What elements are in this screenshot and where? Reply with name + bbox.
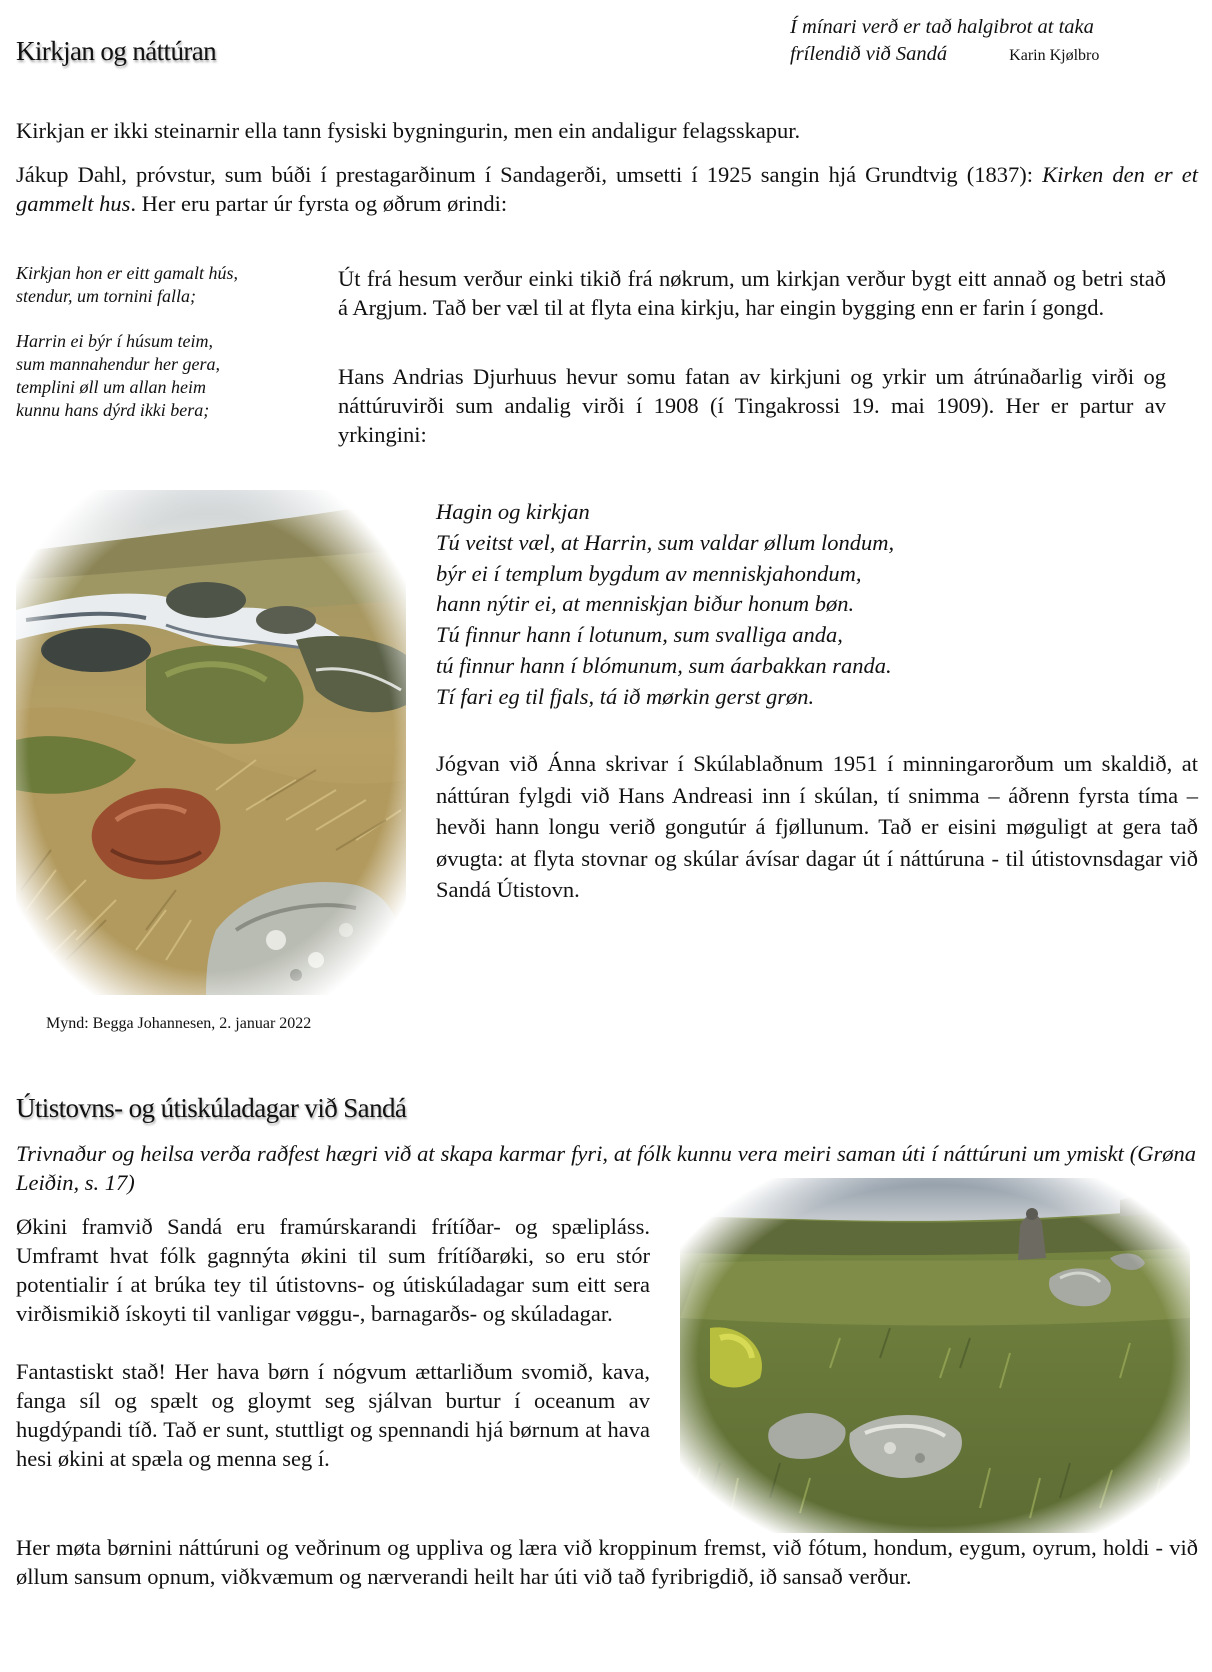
poem-line: Tí fari eg til fjals, tá ið mørkin gerst grøn.	[436, 683, 815, 709]
page-title: Kirkjan og náttúran	[16, 36, 217, 66]
poem-hagin-og-kirkjan	[436, 497, 1196, 713]
header-quote	[790, 14, 1190, 69]
side-poem-stanza-2: Harrin ei býr í húsum teim, sum mannahendur her gera, templini øll um allan heim kunnu hans dýrd ikki bera;	[16, 331, 220, 420]
header-quote-line-1: Í mínari verð er tað halgibrot at taka	[790, 16, 1094, 38]
song-title: Kirken den er et gammelt hus	[16, 162, 1198, 216]
section-paragraph-1: Økini framvið Sandá eru framúrskarandi frítíðar- og spælipláss. Umframt hvat fólk gagnnýta økini til sum frítíðarøki, so eru stór potentialir í at brúka tey til útistovns- og útiskúladagar sum eitt sera virðismikið ískoyti til vanligar vøggu-, barnagarðs- og skúladagar.	[16, 1214, 650, 1326]
jogvan-paragraph: Jógvan við Ánna skrivar í Skúlablaðnum 1951 í minningarorðum um skaldið, at náttúran fylgdi við Hans Andreasi inn í skúlan, tí snimma – áðrenn fyrsta tíma – hevði hann longu verið gongutúr á fjøllunum. Tað er eisini møguligt at gera tað øvugta: at flyta stovnar og skúlar ávísar dagar út í náttúruna - til útistovnsdagar við Sandá Útistovn.	[436, 751, 1198, 902]
river-photo	[16, 490, 406, 995]
quote-author: Karin Kjølbro	[1009, 47, 1100, 64]
poem-line: tú finnur hann í blómunum, sum áarbakkan randa.	[436, 652, 892, 678]
header-quote-line-2: frílendið við Sandá Karin Kjølbro	[790, 43, 1100, 65]
section-paragraph-3: Her møta børnini náttúruni og veðrinum og uppliva og læra við kroppinum fremst, við fótum, hondum, eygum, oyrum, holdi - við øllum sansum opnum, viðkvæmum og nærverandi heilt har úti við tað fyribrigdið, ið sansað verður.	[16, 1535, 1198, 1589]
poem-line: hann nýtir ei, at menniskjan biður honum bøn.	[436, 591, 855, 617]
poem-line: Tú veitst væl, at Harrin, sum valdar øllum londum,	[436, 529, 895, 555]
section-paragraph-2: Fantastiskt stað! Her hava børn í nógvum ættarliðum svomið, kava, fanga síl og spælt og gloymt seg sjálvan burtur í oceanum av hugdýpandi tíð. Tað er sunt, stuttligt og spennandi hjá børnum at hava hesi økini at spæla og menna seg í.	[16, 1359, 650, 1471]
section-quote: Trivnaður og heilsa verða raðfest hægri við at skapa karmar fyri, at fólk kunnu vera meiri saman úti í náttúruni um ymiskt (Grøna Leiðin, s. 17)	[16, 1141, 1196, 1195]
photo-caption: Mynd: Begga Johannesen, 2. januar 2022	[46, 1015, 312, 1032]
poem-line: býr ei í templum bygdum av menniskjahondum,	[436, 560, 862, 586]
section-title: Útistovns- og útiskúladagar við Sandá	[16, 1093, 407, 1123]
intro-paragraph-1: Kirkjan er ikki steinarnir ella tann fysiski bygningurin, men ein andaligur felagsskapur.	[16, 118, 801, 143]
poem-line: Tú finnur hann í lotunum, sum svalliga anda,	[436, 622, 843, 648]
landscape-photo	[680, 1178, 1190, 1533]
side-poem-stanza-1: Kirkjan hon er eitt gamalt hús, stendur, um tornini falla;	[16, 263, 238, 306]
main-paragraph-2: Hans Andrias Djurhuus hevur somu fatan av kirkjuni og yrkir um átrúnaðarlig virði og náttúruvirði sum andalig virði í 1908 (í Tingakrossi 19. mai 1909). Her er partur av yrkingini:	[338, 364, 1166, 447]
main-paragraph-1: Út frá hesum verður einki tikið frá nøkrum, um kirkjan verður bygt eitt annað og betri stað á Argjum. Tað ber væl til at flyta eina kirkju, har eingin bygging enn er farin í gongd.	[338, 266, 1166, 320]
poem-title: Hagin og kirkjan	[436, 499, 590, 524]
intro-paragraph-2: Jákup Dahl, próvstur, sum búði í prestagarðinum í Sandagerði, umsetti í 1925 sangin hjá Grundtvig (1837): Kirken den er et gammelt hus. Her eru partar úr fyrsta og øðrum ørindi:	[16, 162, 1198, 216]
